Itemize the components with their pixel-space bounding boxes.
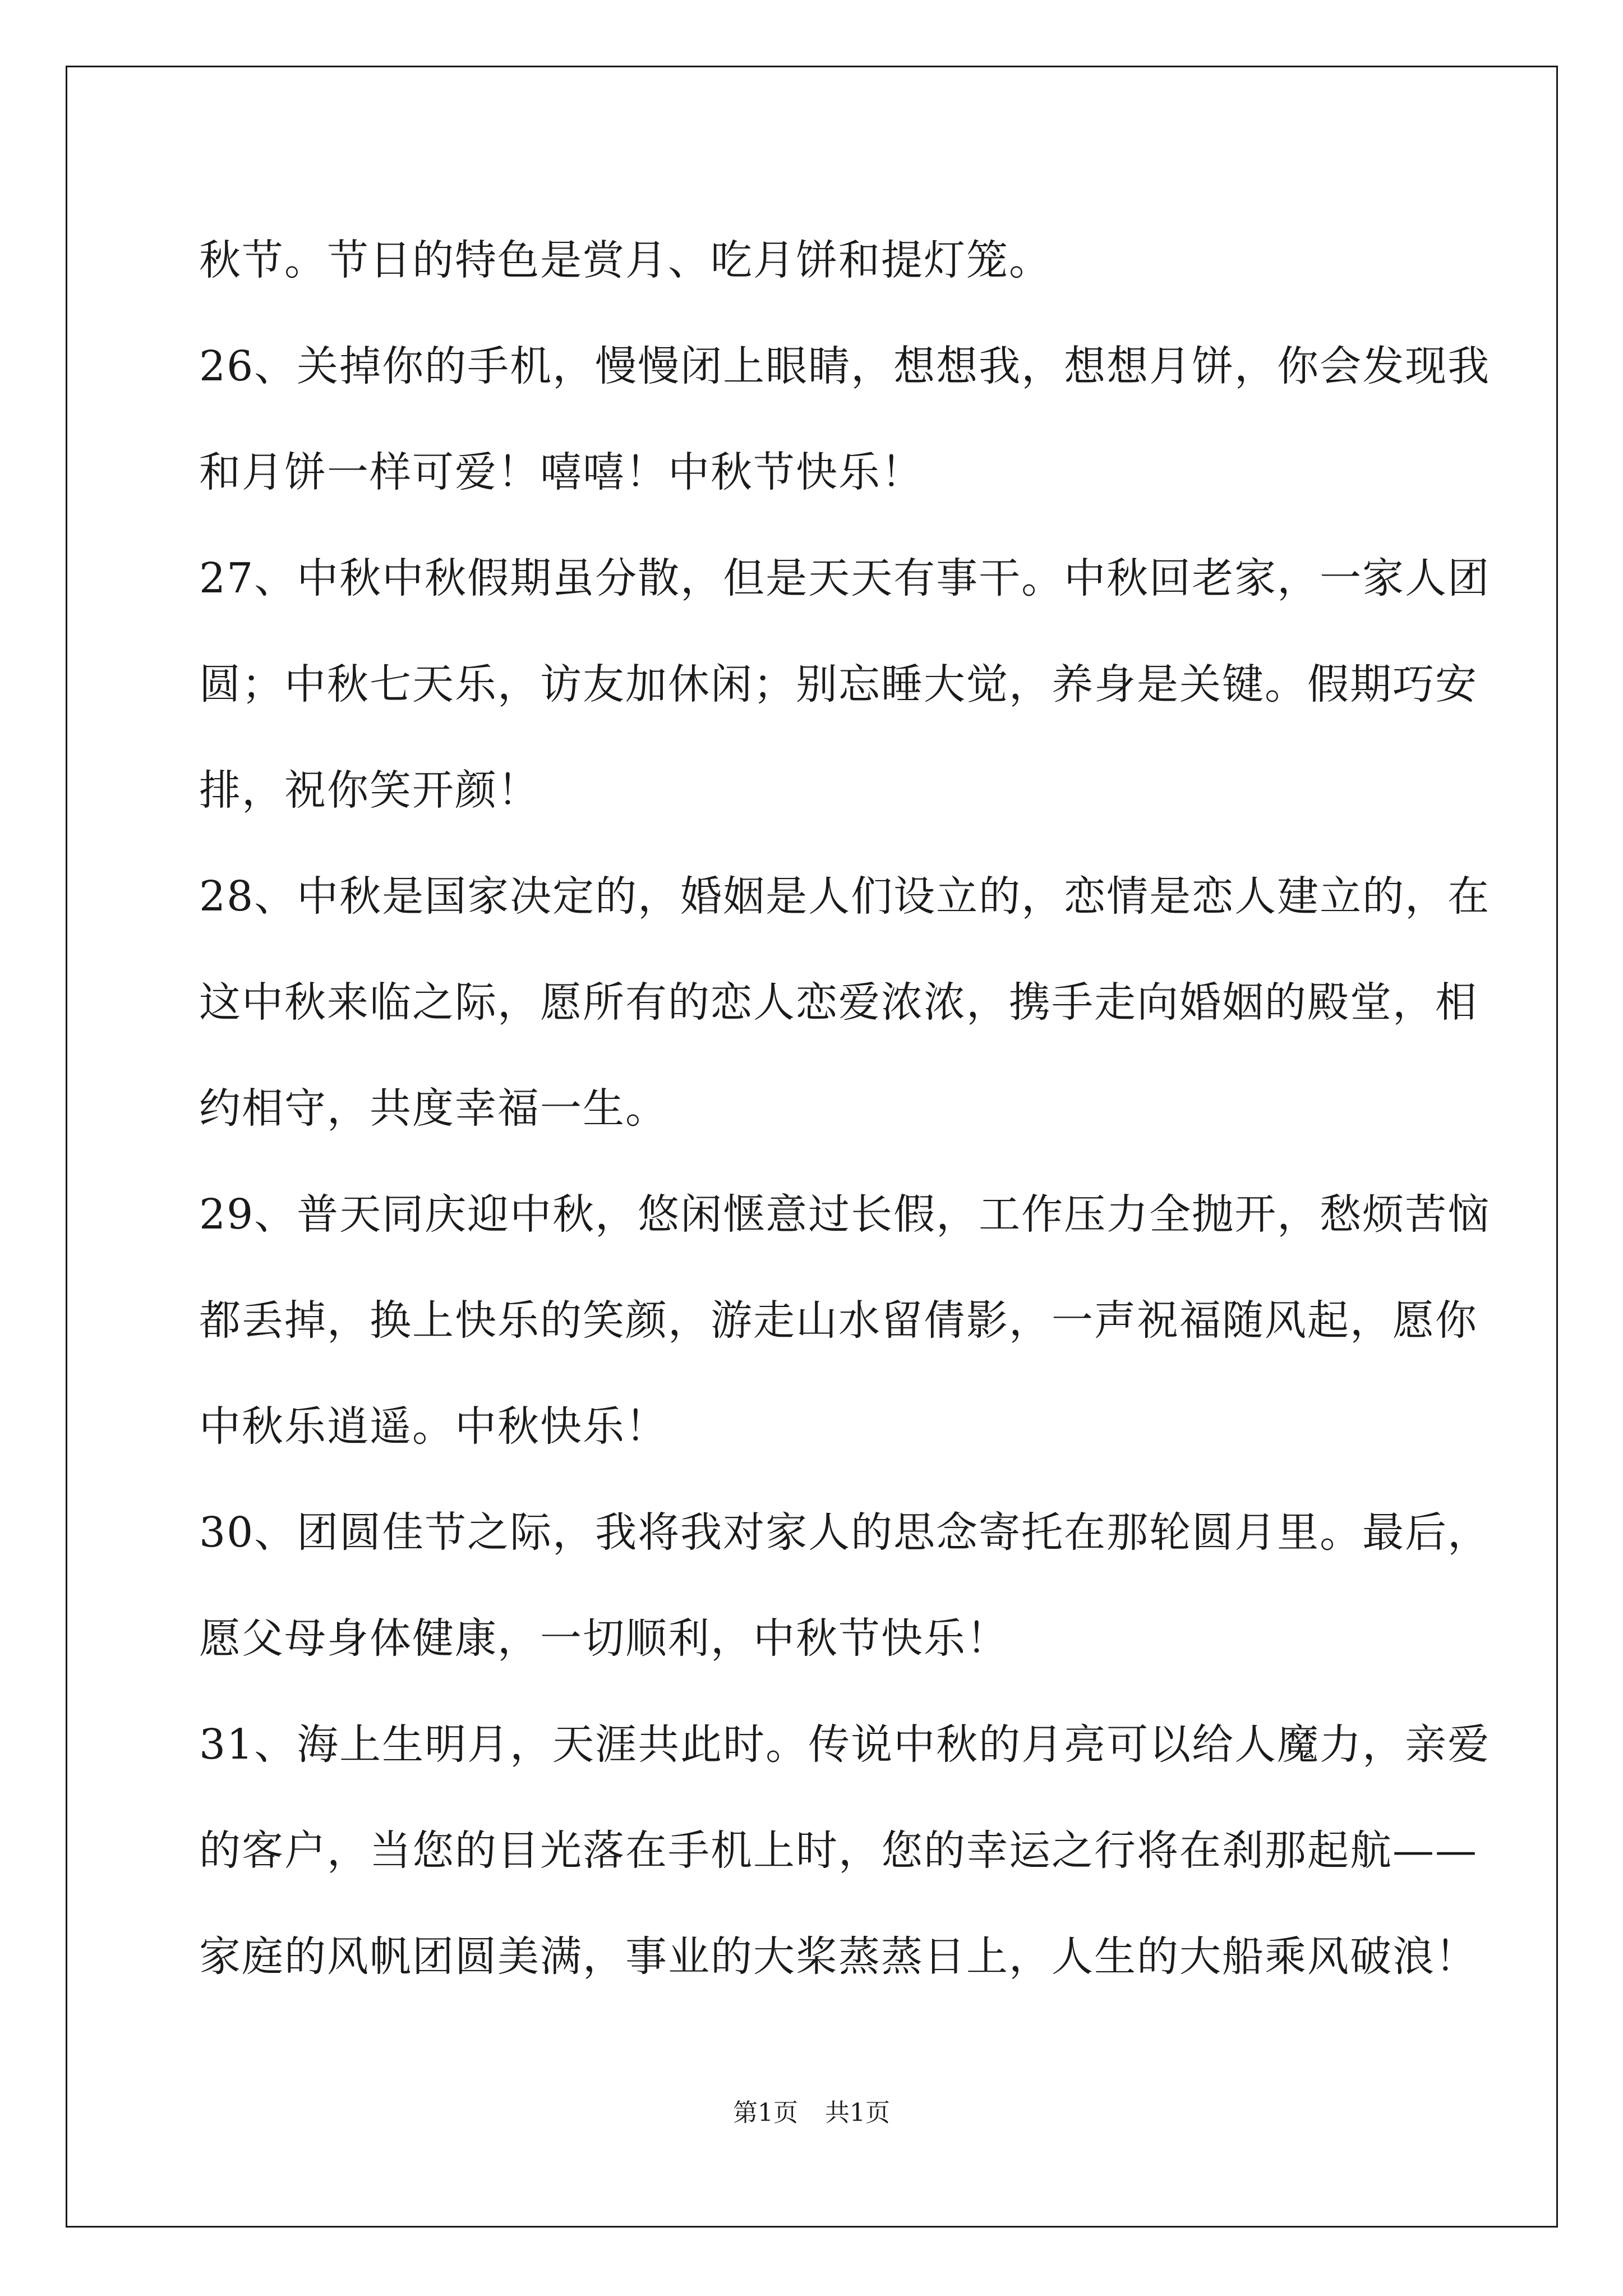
page-number-total: 共1页 xyxy=(825,2099,890,2127)
text-line: 29、普天同庆迎中秋，悠闲惬意过长假，工作压力全抛开，愁烦苦恼 xyxy=(199,1190,1491,1239)
text-line: 30、团圆佳节之际，我将我对家人的思念寄托在那轮圆月里。最后， xyxy=(199,1508,1491,1557)
text-line: 约相守，共度幸福一生。 xyxy=(199,1084,668,1133)
text-line: 都丢掉，换上快乐的笑颜，游走山水留倩影，一声祝福随风起，愿你 xyxy=(199,1296,1478,1345)
text-line: 家庭的风帆团圆美满，事业的大桨蒸蒸日上，人生的大船乘风破浪！ xyxy=(199,1932,1478,1981)
text-line: 中秋乐逍遥。中秋快乐！ xyxy=(199,1402,668,1451)
text-line: 31、海上生明月，天涯共此时。传说中秋的月亮可以给人魔力，亲爱 xyxy=(199,1720,1491,1769)
text-line: 秋节。节日的特色是赏月、吃月饼和提灯笼。 xyxy=(199,236,1052,284)
document-body xyxy=(199,208,1491,2010)
text-line: 26、关掉你的手机，慢慢闭上眼睛，想想我，想想月饼，你会发现我 xyxy=(199,342,1491,390)
text-line: 圆；中秋七天乐，访友加休闲；别忘睡大觉，养身是关键。假期巧安 xyxy=(199,660,1478,708)
page-number-current: 第1页 xyxy=(733,2099,798,2127)
text-line: 的客户，当您的目光落在手机上时，您的幸运之行将在刹那起航—— xyxy=(199,1826,1478,1875)
page-footer xyxy=(0,2092,1623,2128)
text-line: 28、中秋是国家决定的，婚姻是人们设立的，恋情是恋人建立的，在 xyxy=(199,872,1491,921)
text-line: 27、中秋中秋假期虽分散，但是天天有事干。中秋回老家，一家人团 xyxy=(199,554,1491,602)
text-line: 愿父母身体健康，一切顺利，中秋节快乐！ xyxy=(199,1614,1009,1663)
text-line: 和月饼一样可爱！嘻嘻！中秋节快乐！ xyxy=(199,448,924,496)
text-line: 这中秋来临之际，愿所有的恋人恋爱浓浓，携手走向婚姻的殿堂，相 xyxy=(199,978,1478,1027)
text-line: 排，祝你笑开颜！ xyxy=(199,766,540,815)
